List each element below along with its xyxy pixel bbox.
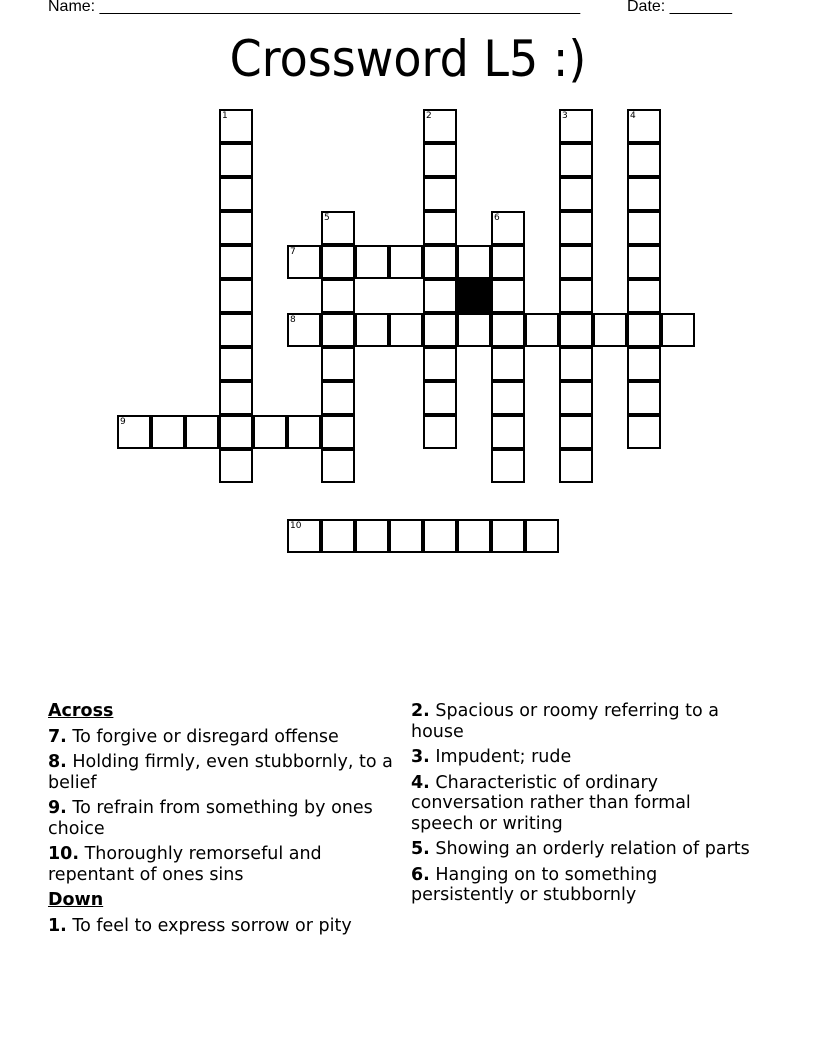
grid-cell[interactable]	[559, 279, 593, 313]
grid-cell[interactable]	[627, 347, 661, 381]
clue-number: 9	[120, 417, 126, 427]
clues-left-column	[48, 701, 393, 941]
clue-down-6: 6. Hanging on to something persistently or stubbornly	[411, 864, 658, 905]
grid-cell[interactable]	[321, 245, 355, 279]
grid-cell[interactable]	[423, 177, 457, 211]
grid-cell[interactable]	[627, 279, 661, 313]
grid-cell[interactable]	[117, 415, 151, 449]
grid-cell[interactable]	[627, 313, 661, 347]
grid-cell[interactable]	[423, 143, 457, 177]
grid-cell[interactable]	[491, 347, 525, 381]
grid-cell[interactable]	[559, 177, 593, 211]
name-field-label: Name: ______________________________________________________	[48, 0, 581, 15]
grid-cell[interactable]	[219, 415, 253, 449]
grid-cell[interactable]	[219, 313, 253, 347]
grid-cell[interactable]	[355, 245, 389, 279]
grid-cell[interactable]	[627, 177, 661, 211]
grid-cell[interactable]	[457, 245, 491, 279]
grid-cell[interactable]	[491, 381, 525, 415]
clue-number: 4	[630, 111, 636, 121]
clues-right-column	[411, 701, 756, 911]
grid-cell[interactable]	[355, 519, 389, 553]
grid-cell[interactable]	[559, 347, 593, 381]
grid-cell[interactable]	[661, 313, 695, 347]
grid-cell[interactable]	[219, 347, 253, 381]
clue-across-10: 10. Thoroughly remorseful and repentant of ones sins	[48, 844, 322, 885]
grid-cell[interactable]	[559, 381, 593, 415]
page-title: Crossword L5 :)	[229, 30, 587, 88]
clue-across-9: 9. To refrain from something by ones choice	[48, 798, 373, 839]
grid-cell[interactable]	[423, 519, 457, 553]
grid-cell[interactable]	[491, 519, 525, 553]
grid-cell[interactable]	[491, 415, 525, 449]
grid-cell[interactable]	[559, 143, 593, 177]
grid-cell[interactable]	[423, 279, 457, 313]
grid-cell[interactable]	[151, 415, 185, 449]
grid-cell[interactable]	[423, 313, 457, 347]
grid-cell[interactable]	[423, 347, 457, 381]
clue-across-7: 7. To forgive or disregard offense	[48, 726, 339, 747]
grid-cell[interactable]	[491, 211, 525, 245]
grid-cell[interactable]	[627, 381, 661, 415]
grid-cell[interactable]	[627, 415, 661, 449]
grid-cell[interactable]	[593, 313, 627, 347]
clue-across-8: 8. Holding firmly, even stubbornly, to a belief	[48, 752, 393, 793]
grid-cell[interactable]	[287, 313, 321, 347]
grid-cell[interactable]	[287, 245, 321, 279]
grid-cell[interactable]	[219, 109, 253, 143]
clue-number: 8	[290, 315, 296, 325]
grid-cell[interactable]	[355, 313, 389, 347]
grid-cell[interactable]	[457, 313, 491, 347]
grid-cell[interactable]	[627, 245, 661, 279]
clue-down-2: 2. Spacious or roomy referring to a house	[411, 701, 720, 742]
grid-cell[interactable]	[321, 347, 355, 381]
grid-cell[interactable]	[321, 211, 355, 245]
grid-cell[interactable]	[423, 415, 457, 449]
grid-cell[interactable]	[423, 109, 457, 143]
black-cell	[457, 279, 491, 313]
grid-cell[interactable]	[559, 245, 593, 279]
clue-number: 7	[290, 247, 296, 257]
grid-cell[interactable]	[491, 279, 525, 313]
grid-cell[interactable]	[287, 519, 321, 553]
grid-cell[interactable]	[321, 313, 355, 347]
grid-cell[interactable]	[389, 313, 423, 347]
grid-cell[interactable]	[627, 143, 661, 177]
grid-cell[interactable]	[321, 381, 355, 415]
grid-cell[interactable]	[559, 211, 593, 245]
across-heading: Across	[48, 701, 114, 721]
grid-cell[interactable]	[219, 245, 253, 279]
grid-cell[interactable]	[253, 415, 287, 449]
grid-cell[interactable]	[321, 519, 355, 553]
grid-cell[interactable]	[559, 415, 593, 449]
clue-number: 10	[290, 521, 302, 531]
grid-cell[interactable]	[525, 519, 559, 553]
grid-cell[interactable]	[559, 109, 593, 143]
grid-cell[interactable]	[627, 211, 661, 245]
grid-cell[interactable]	[321, 279, 355, 313]
grid-cell[interactable]	[219, 143, 253, 177]
grid-cell[interactable]	[321, 449, 355, 483]
grid-cell[interactable]	[219, 449, 253, 483]
grid-cell[interactable]	[491, 313, 525, 347]
grid-cell[interactable]	[491, 245, 525, 279]
grid-cell[interactable]	[185, 415, 219, 449]
grid-cell[interactable]	[423, 381, 457, 415]
grid-cell[interactable]	[219, 211, 253, 245]
date-field-label: Date: _______	[627, 0, 732, 15]
grid-cell[interactable]	[321, 415, 355, 449]
clue-down-3: 3. Impudent; rude	[411, 747, 572, 767]
grid-cell[interactable]	[389, 519, 423, 553]
grid-cell[interactable]	[219, 177, 253, 211]
grid-cell[interactable]	[457, 519, 491, 553]
grid-cell[interactable]	[219, 279, 253, 313]
grid-cell[interactable]	[491, 449, 525, 483]
down-heading: Down	[48, 890, 104, 910]
grid-cell[interactable]	[559, 449, 593, 483]
grid-cell[interactable]	[423, 245, 457, 279]
clue-down-4: 4. Characteristic of ordinary conversation rather than formal speech or writing	[411, 772, 691, 834]
clue-down-1: 1. To feel to express sorrow or pity	[48, 915, 352, 936]
grid-cell[interactable]	[287, 415, 321, 449]
grid-cell[interactable]	[525, 313, 559, 347]
clue-number: 1	[222, 111, 228, 121]
clue-number: 6	[494, 213, 500, 223]
grid-cell[interactable]	[559, 313, 593, 347]
grid-cell[interactable]	[423, 211, 457, 245]
clue-down-5: 5. Showing an orderly relation of parts	[411, 839, 750, 859]
grid-cell[interactable]	[219, 381, 253, 415]
clue-number: 2	[426, 111, 432, 121]
grid-cell[interactable]	[627, 109, 661, 143]
clue-number: 5	[324, 213, 330, 223]
clue-number: 3	[562, 111, 568, 121]
grid-cell[interactable]	[389, 245, 423, 279]
